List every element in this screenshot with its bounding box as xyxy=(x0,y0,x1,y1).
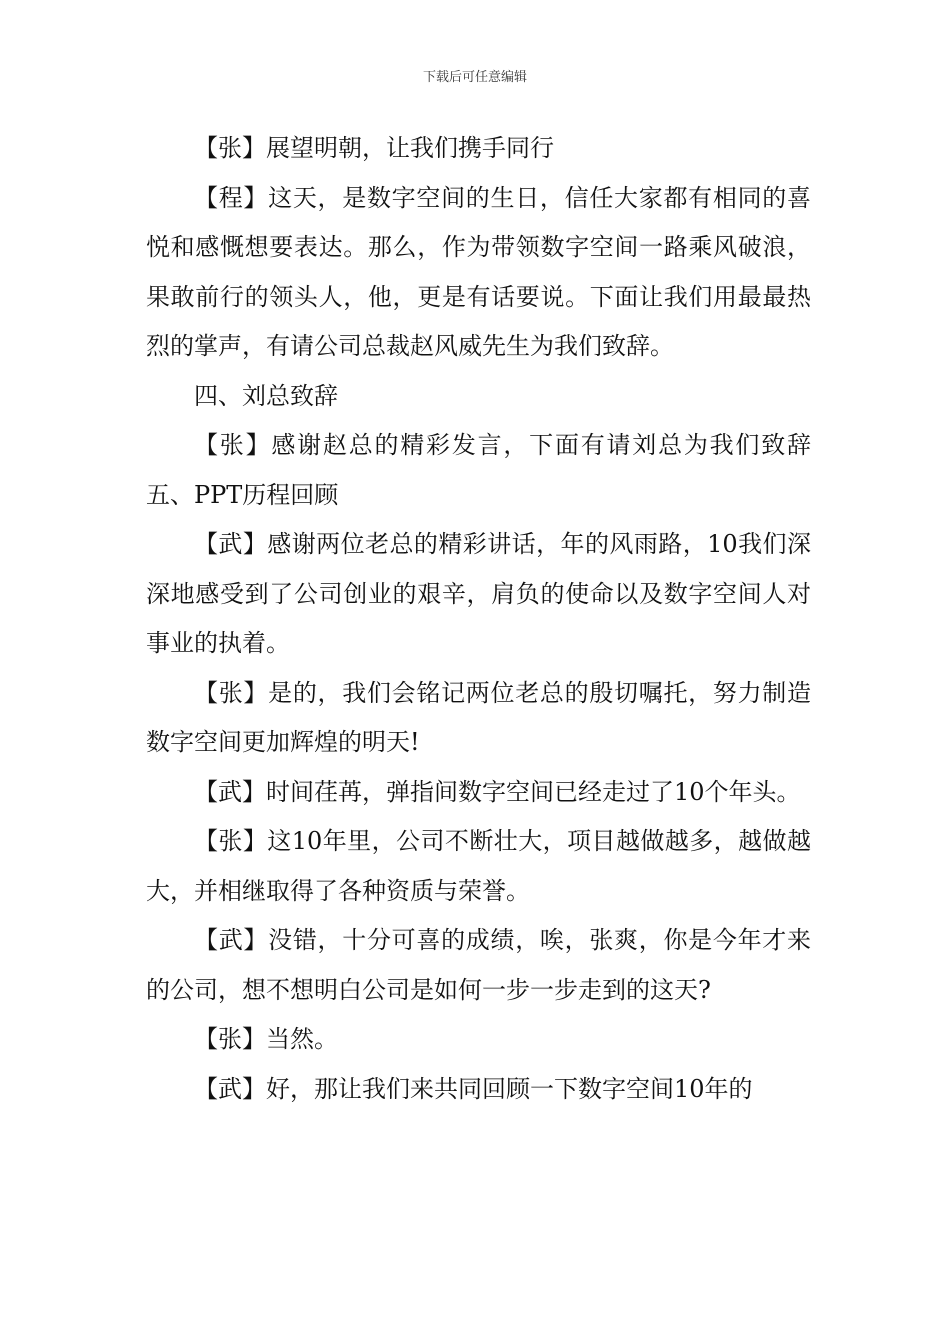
paragraph: 【张】当然。 xyxy=(194,1025,338,1053)
paragraph: 【张】展望明朝，让我们携手同行 xyxy=(194,134,554,162)
paragraph: 【张】感谢赵总的精彩发言，下面有请刘总为我们致辞五、PPT历程回顾 xyxy=(146,431,811,509)
paragraph: 【武】没错，十分可喜的成绩，唉，张爽，你是今年才来的公司，想不想明白公司是如何一步一步走到的这天? xyxy=(146,926,811,1004)
document-body xyxy=(146,124,811,1114)
paragraph: 【张】这10年里，公司不断壮大，项目越做越多，越做越大，并相继取得了各种资质与荣誉。 xyxy=(146,827,811,905)
paragraph: 【程】这天，是数字空间的生日，信任大家都有相同的喜悦和感慨想要表达。那么，作为带领数字空间一路乘风破浪，果敢前行的领头人，他，更是有话要说。下面让我们用最最热烈的掌声，有请公司总裁赵风威先生为我们致辞。 xyxy=(146,183,811,360)
section-heading: 四、刘总致辞 xyxy=(194,381,338,410)
paragraph: 【武】感谢两位老总的精彩讲话，年的风雨路，10我们深深地感受到了公司创业的艰辛，肩负的使命以及数字空间人对事业的执着。 xyxy=(146,530,811,657)
paragraph: 【张】是的，我们会铭记两位老总的殷切嘱托，努力制造数字空间更加辉煌的明天! xyxy=(146,678,811,756)
paragraph: 【武】好，那让我们来共同回顾一下数字空间10年的 xyxy=(194,1074,753,1103)
page-header: 下载后可任意编辑 xyxy=(422,70,527,85)
paragraph: 【武】时间荏苒，弹指间数字空间已经走过了10个年头。 xyxy=(194,777,801,806)
